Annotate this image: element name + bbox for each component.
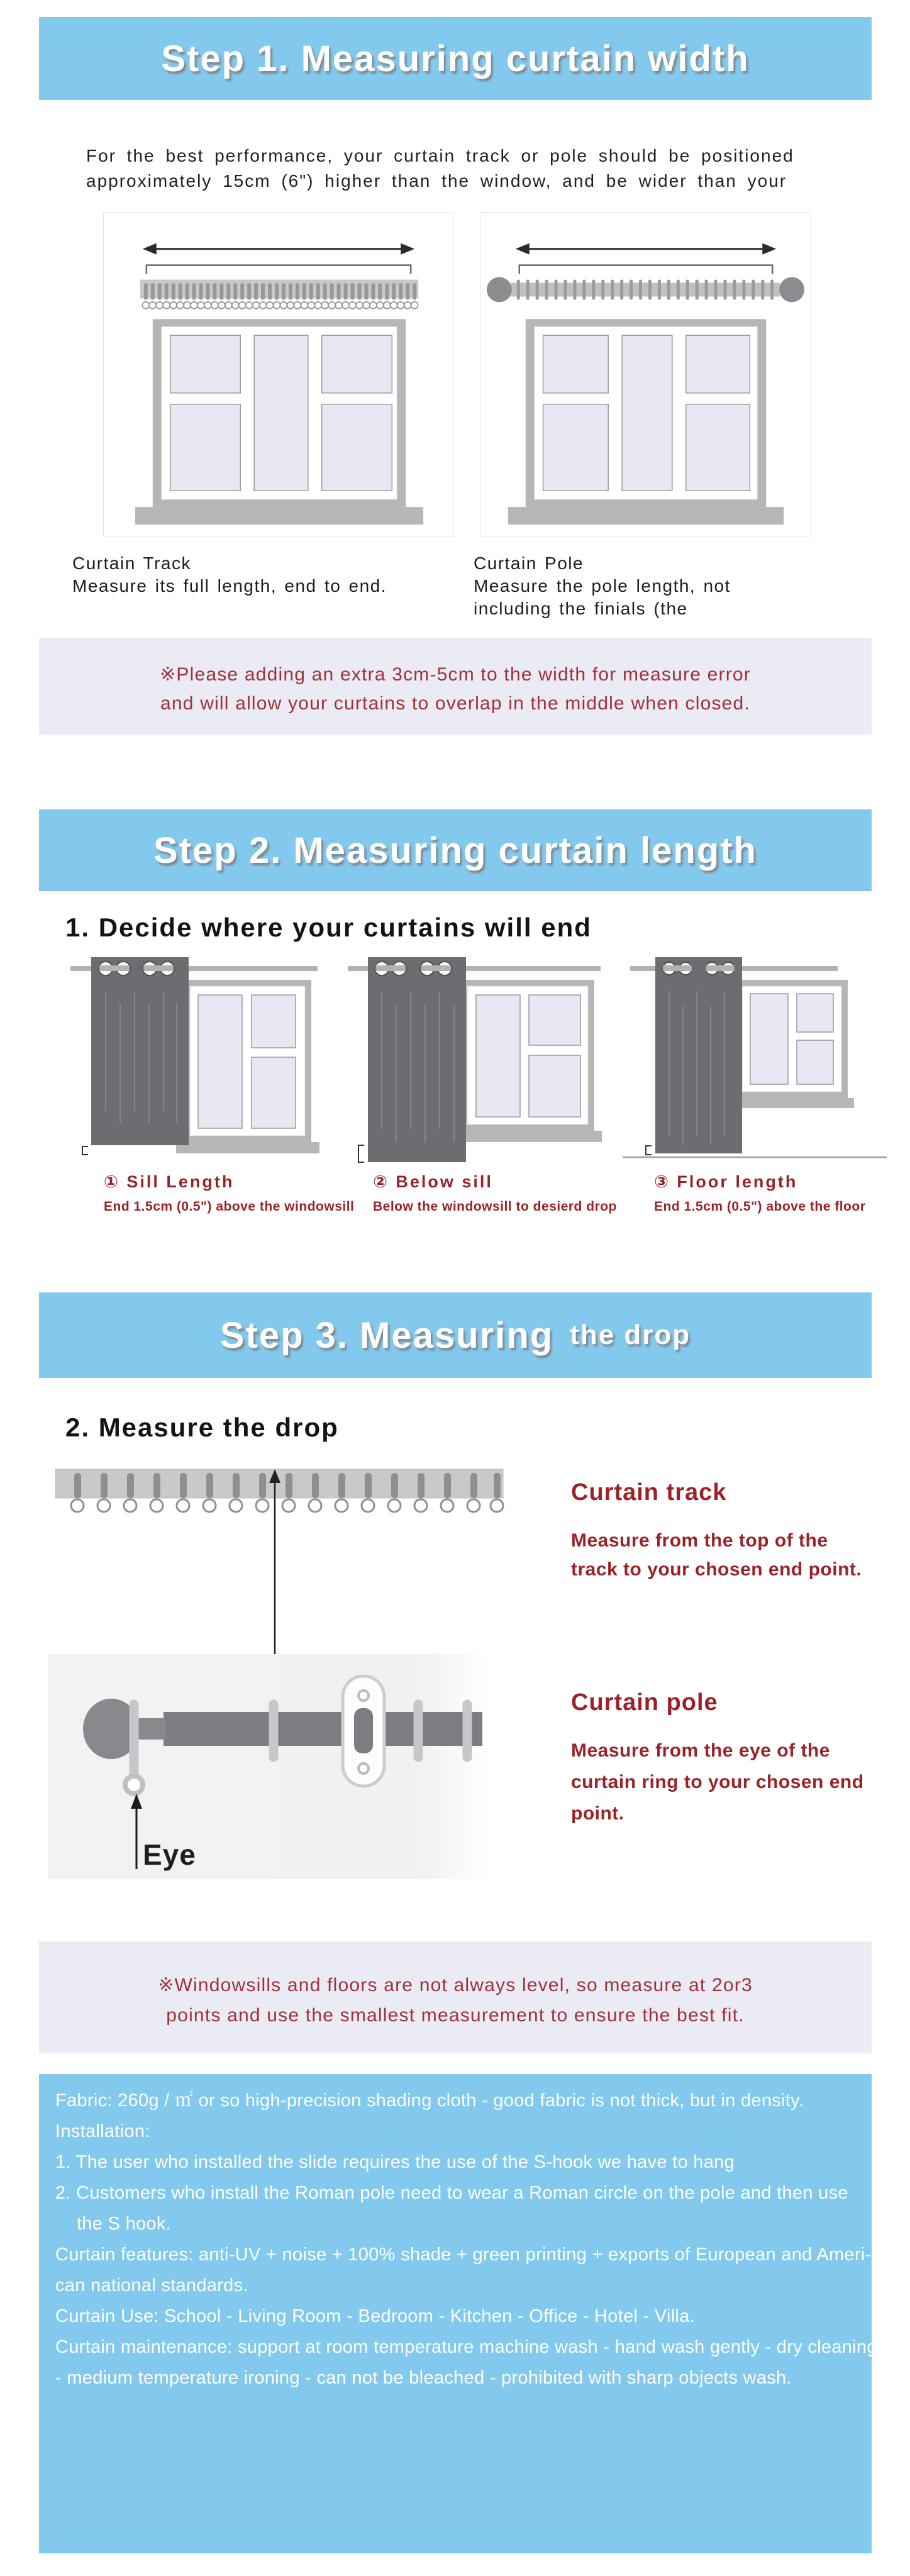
track-info-line2: track to your chosen end point. [571, 1559, 862, 1580]
product-info-footer [39, 2074, 877, 2553]
step3-title: Step 3. Measuring [219, 1314, 554, 1356]
step2-title: Step 2. Measuring curtain length [153, 830, 757, 871]
pole-caption-line1: Measure the pole length, not [474, 576, 731, 596]
curtain-pole-window-diagram [480, 213, 811, 536]
step1-intro-line2: approximately 15cm (6") higher than the window, and be wider than your [86, 171, 787, 191]
curtain-track-window-diagram [104, 213, 453, 536]
pole-caption [474, 552, 731, 620]
option-sill-length [104, 1172, 354, 1214]
track-caption [72, 552, 387, 597]
gap-bracket [358, 1145, 364, 1162]
footer-line: 1. The user who installed the slide requires the use of the S-hook we have to hang [55, 2152, 735, 2172]
gap-bracket [82, 1146, 88, 1155]
step1-intro-line1: For the best performance, your curtain track or pole should be positioned [86, 146, 794, 165]
footer-line: - medium temperature ironing - can not be bleached - prohibited with sharp objects wash. [55, 2368, 792, 2388]
width-note-line1: ※Please adding an extra 3cm-5cm to the width for measure error [160, 664, 751, 685]
option1-desc: End 1.5cm (0.5") above the windowsill [104, 1199, 355, 1214]
track-info-title: Curtain track [571, 1479, 727, 1506]
width-note-line2: and will allow your curtains to overlap in the middle when closed. [160, 693, 750, 714]
option-floor-length [654, 1172, 865, 1214]
step2-heading: 1. Decide where your curtains will end [65, 913, 592, 942]
sill-length-diagram [63, 953, 327, 1169]
pole-caption-line2: including the finials (the [474, 599, 688, 618]
step3-header-band [39, 1292, 872, 1378]
curtain-pole-window-panel [480, 212, 811, 536]
footer-line: Installation: [55, 2121, 150, 2141]
eye-label: Eye [143, 1838, 196, 1871]
footer-line: 2. Customers who install the Roman pole need to wear a Roman circle on the pole and then use [55, 2183, 848, 2203]
footer-line: Curtain maintenance: support at room temperature machine wash - hand wash gently - dry cleaning [55, 2337, 877, 2357]
below-sill-diagram [343, 953, 607, 1169]
footer-line: can national standards. [55, 2275, 248, 2296]
option3-desc: End 1.5cm (0.5") above the floor [654, 1199, 866, 1214]
footer-line: Curtain features: anti-UV + noise + 100% shade + green printing + exports of European and Ameri- [55, 2245, 872, 2265]
step1-header-band [39, 17, 872, 100]
step3-title-small: the drop [570, 1319, 691, 1350]
level-measure-note [39, 1941, 872, 2053]
pole-info-line3: point. [571, 1803, 624, 1824]
pole-drop-diagram [48, 1654, 482, 1882]
floor-length-diagram [623, 953, 887, 1169]
option-below-sill [373, 1172, 617, 1214]
level-note-line2: points and use the smallest measurement to ensure the best fit. [166, 2005, 745, 2026]
track-caption-text: Measure its full length, end to end. [72, 576, 387, 596]
ring-eye [125, 1776, 143, 1794]
gap-bracket [646, 1146, 652, 1155]
step2-header-band [39, 809, 872, 891]
footer-line: Curtain Use: School - Living Room - Bedroom - Kitchen - Office - Hotel - Villa. [55, 2306, 696, 2326]
step1-title: Step 1. Measuring curtain width [161, 38, 750, 79]
footer-line: Fabric: 260g / ㎡ or so high-precision shading cloth - good fabric is not thick, but in density. [55, 2090, 804, 2111]
pole-caption-title: Curtain Pole [474, 553, 584, 573]
step3-heading: 2. Measure the drop [65, 1413, 339, 1442]
curtain-track-window-panel [103, 212, 453, 536]
track-info-line1: Measure from the top of the [571, 1530, 828, 1551]
option2-label: ② Below sill [373, 1172, 493, 1191]
pole-info [571, 1689, 864, 1829]
option3-label: ③ Floor length [654, 1172, 798, 1191]
pole-info-title: Curtain pole [571, 1689, 718, 1716]
finial-left [487, 277, 512, 303]
width-measure-note [39, 638, 872, 735]
pole-info-line2: curtain ring to your chosen end [571, 1772, 864, 1792]
option1-label: ① Sill Length [104, 1172, 235, 1191]
finial-right [779, 277, 804, 303]
option2-desc: Below the windowsill to desierd drop [373, 1199, 617, 1214]
track-info [571, 1479, 862, 1584]
level-note-line1: ※Windowsills and floors are not always level, so measure at 2or3 [158, 1975, 753, 1996]
pole-info-line1: Measure from the eye of the [571, 1740, 830, 1761]
footer-line: the S hook. [77, 2214, 172, 2234]
track-caption-title: Curtain Track [72, 553, 191, 573]
